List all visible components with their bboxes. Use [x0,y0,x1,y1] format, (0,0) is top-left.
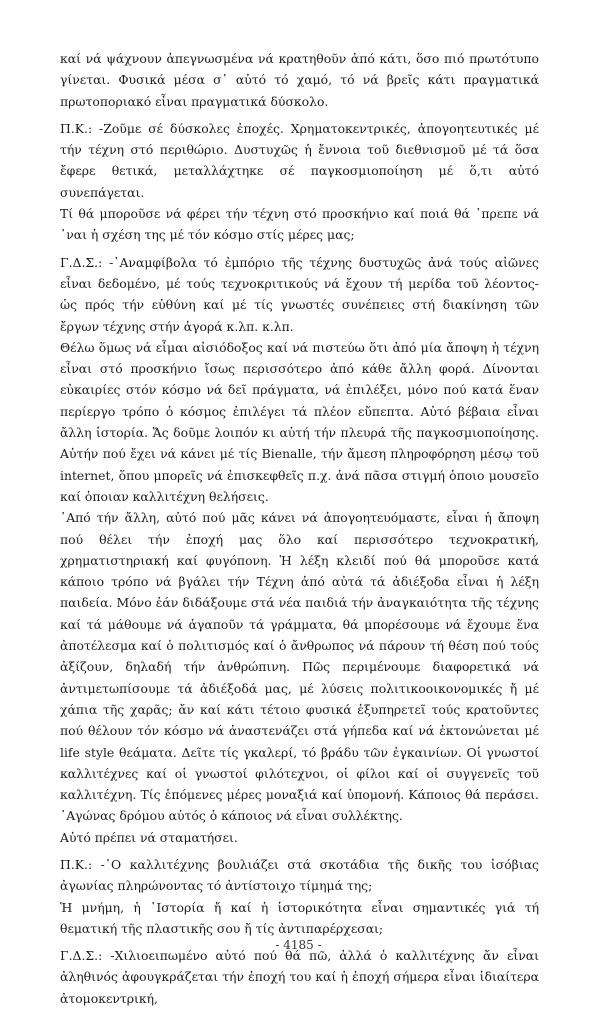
paragraph: Θέλω ὅμως νά εἶμαι αἰσιόδοξος καί νά πιστεύω ὅτι ἀπό μία ἄποψη ἡ τέχνη εἶναι στό προσκήνιο ἴσως περισσότερο ἀπό κάθε ἄλλη φορά. Δίνονται εὐκαιρίες στόν κόσμο νά δεῖ πράγματα, νά ἐπιλέξει, μόνο πού κατά ἕναν περίεργο τρόπο ὁ κόσμος ἐπιλέγει τά πλέον εὔπεπτα. Αὐτό βέβαια εἶναι ἄλλη ἱστορία. Ἄς δοῦμε λοιπόν κι αὐτή τήν πλευρά τῆς παγκοσμιοποίησης. Αὐτήν πού ἔχει νά κάνει μέ τίς Bienalle, τήν ἄμεση πληροφόρηση μέσῳ τοῦ internet, ὅπου μπορεῖς νά ἐπισκεφθεῖς π.χ. ἀνά πᾶσα στιγμή ὁποιο μουσεῖο καί ὁποιαν καλλιτέχνη θελήσεις. [60,339,539,504]
paragraph: Π.Κ.: -Ζοῦμε σέ δύσκολες ἐποχές. Χρηματοκεντρικές, ἀπογοητευτικές μέ τήν τέχνη στό περιθώριο. Δυστυχῶς ἡ ἔννοια τοῦ διεθνισμοῦ μέ τά ὅσα ἔφερε θετικά, μεταλλάχτηκε σέ παγκοσμιοποίηση μέ ὅ,τι αὐτό συνεπάγεται. [60,120,539,200]
paragraph: ᾽Από τήν ἄλλη, αὐτό πού μᾶς κάνει νά ἀπογοητευόμαστε, εἶναι ἡ ἄποψη πού θέλει τήν ἐποχή μας ὅλο καί περισσότερο τεχνοκρατική, χρηματιστηριακή καί φυγόπονη. Ἡ λέξη κλειδί πού θά μποροῦσε κατά κάποιο τρόπο νά βγάλει τήν Τέχνη ἀπό αὐτά τά ἀδιέξοδα εἶναι ἡ λέξη παιδεία. Μόνο ἐάν διδάξουμε στά νέα παιδιά τήν ἀναγκαιότητα τῆς τέχνης καί τά μάθουμε νά ἀγαποῦν τά γράμματα, θά μπορέσουμε νά ἔχουμε ἕνα ἀποτέλεσμα καί ὁ πολιτισμός καί ὁ ἄνθρωπος νά πάρουν τή θέση πού τούς ἀξίζουν, δηλαδή τήν ἀνθρώπινη. Πῶς περιμένουμε διαφορετικά νά ἀντιμετωπίσουμε τά ἀδιέξοδά μας, μέ λύσεις πολιτικοοικονομικές ἤ μέ χάπια τῆς χαρᾶς; ἄν καί κάτι τέτοιο φυσικά ἐξυπηρετεῖ τούς κρατοῦντες πού θέλουν τόν κόσμο νά ἀναστενάζει στά γήπεδα καί νά ἐκτονώνεται μέ life style θεάματα. Δεῖτε τίς γκαλερί, τό βράδυ τῶν ἐγκαινίων. Οἱ γνωστοί καλλιτέχνες καί οἱ γνωστοί φιλότεχνοι, οἱ φίλοι καί οἱ συγγενεῖς τοῦ καλλιτέχνη. Τίς ἑπόμενες μέρες μοναξιά καί ὑπομονή. Κάποιος θά περάσει. ᾽Αγώνας δρόμου αὐτός ὁ κάποιος νά εἶναι συλλέκτης. [60,510,539,824]
paragraph: Ἡ μνήμη, ἡ ῾Ιστορία ἤ καί ἡ ἱστορικότητα εἶναι σημαντικές γιά τή θεματική τῆς πλαστικῆς σου ἤ τίς ἀντιπαρέρχεσαι; [60,899,539,936]
page-number: - 4185 - [275,938,322,952]
paragraph: καί νά ψάχνουν ἀπεγνωσμένα νά κρατηθοῦν ἀπό κάτι, ὅσο πιό πρωτότυπο γίνεται. Φυσικά μέσα σ᾽ αὐτό τό χαμό, τό νά βρεῖς κάτι πραγματικά πρωτοποριακό εἶναι πραγματικά δύσκολο. [60,51,539,109]
paragraph: Αὐτό πρέπει νά σταματήσει. [60,829,238,845]
document-body [60,48,539,1009]
paragraph: Τί θά μποροῦσε νά φέρει τήν τέχνη στό προσκήνιο καί ποιά θά ᾽πρεπε νά ᾽ναι ἡ σχέση της μέ τόν κόσμο στίς μέρες μας; [60,206,539,243]
paragraph: Γ.Δ.Σ.: -᾽Αναμφίβολα τό ἐμπόριο τῆς τέχνης δυστυχῶς ἀνά τούς αἰῶνες εἶναι δεδομένο, μέ τούς τεχνοκριτικούς νά ἔχουν τή μερίδα τοῦ λέοντος- ὡς πρός τήν εὐθύνη καί μέ τίς γνωστές συνέπειες στή διακίνηση τῶν ἔργων τέχνης στήν ἀγορά κ.λπ. κ.λπ. [60,254,539,334]
paragraph: Π.Κ.: -῾Ο καλλιτέχνης βουλιάζει στά σκοτάδια τῆς δικῆς του ἰσόβιας ἀγωνίας πληρώνοντας τό ἀντίστοιχο τίμημά της; [60,856,539,894]
paragraph: Γ.Δ.Σ.: -Χιλιοειπωμένο αὐτό πού θά πῶ, ἀλλά ὁ καλλιτέχνης ἄν εἶναι ἀληθινός ἀφουγκράζεται τήν ἐποχή του καί ἡ ἐποχή σήμερα εἶναι ἰδιαίτερα ἀτομοκεντρική, [60,948,539,1006]
